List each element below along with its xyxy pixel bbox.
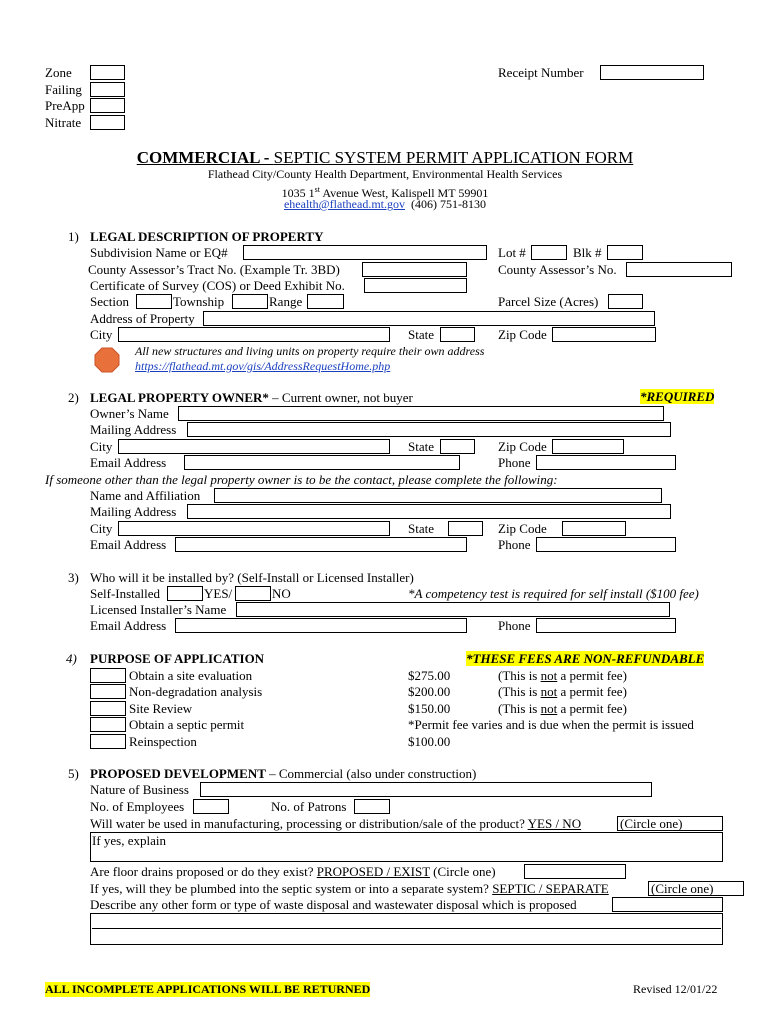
purpose-checkbox[interactable] bbox=[90, 701, 126, 716]
plumbed-options[interactable]: SEPTIC / SEPARATE bbox=[492, 881, 609, 896]
blk-label: Blk # bbox=[573, 245, 602, 260]
yes-label: YES/ bbox=[204, 586, 233, 601]
failing-field[interactable] bbox=[90, 82, 125, 97]
owner-email-label: Email Address bbox=[90, 455, 167, 470]
owner-name-field[interactable] bbox=[178, 406, 664, 421]
s1-number: 1) bbox=[68, 229, 79, 244]
drains-field[interactable] bbox=[524, 864, 626, 879]
s3-number: 3) bbox=[68, 570, 79, 585]
zone-label: Zone bbox=[45, 65, 72, 80]
contact-email-label: Email Address bbox=[90, 537, 167, 552]
nitrate-label: Nitrate bbox=[45, 115, 82, 130]
contact-note: If someone other than the legal property owner is to be the contact, please complete the following: bbox=[45, 472, 558, 487]
purpose-fee-note: (This is not a permit fee) bbox=[498, 668, 627, 683]
section-field[interactable] bbox=[136, 294, 172, 309]
purpose-label: Obtain a septic permit bbox=[129, 717, 245, 732]
department: Flathead City/County Health Department, Environmental Health Services bbox=[207, 167, 563, 181]
required-note: *REQUIRED bbox=[640, 389, 715, 404]
owner-phone-field[interactable] bbox=[536, 455, 676, 470]
purpose-label: Reinspection bbox=[129, 734, 197, 749]
zip-field[interactable] bbox=[552, 327, 656, 342]
s4-number: 4) bbox=[66, 651, 77, 666]
purpose-label: Non-degradation analysis bbox=[129, 684, 263, 699]
employees-label: No. of Employees bbox=[90, 799, 185, 814]
self-installed-label: Self-Installed bbox=[90, 586, 161, 601]
blk-field[interactable] bbox=[607, 245, 643, 260]
drains-options[interactable]: PROPOSED / EXIST bbox=[316, 864, 430, 879]
water-question: Will water be used in manufacturing, processing or distribution/sale of the product? YES / NO bbox=[90, 816, 582, 831]
contact-email-field[interactable] bbox=[175, 537, 467, 552]
range-label: Range bbox=[269, 294, 303, 309]
s3-heading: Who will it be installed by? (Self-Install or Licensed Installer) bbox=[90, 570, 414, 585]
revised-date: Revised 12/01/22 bbox=[633, 982, 718, 996]
contact-line: ehealth@flathead.mt.gov (406) 751-8130 bbox=[283, 197, 486, 211]
incomplete-warning: ALL INCOMPLETE APPLICATIONS WILL BE RETURNED bbox=[45, 982, 371, 996]
patrons-label: No. of Patrons bbox=[271, 799, 347, 814]
purpose-fee: $275.00 bbox=[408, 668, 451, 683]
installer-email-label: Email Address bbox=[90, 618, 167, 633]
subdivision-field[interactable] bbox=[243, 245, 487, 260]
city-label: City bbox=[90, 327, 113, 342]
contact-name-label: Name and Affiliation bbox=[90, 488, 201, 503]
contact-city-label: City bbox=[90, 521, 113, 536]
nature-label: Nature of Business bbox=[90, 782, 189, 797]
installer-name-label: Licensed Installer’s Name bbox=[90, 602, 227, 617]
preapp-label: PreApp bbox=[45, 98, 85, 113]
contact-zip-field[interactable] bbox=[562, 521, 626, 536]
purpose-fee: *Permit fee varies and is due when the permit is issued bbox=[408, 717, 694, 732]
drains-question: Are floor drains proposed or do they exist? PROPOSED / EXIST (Circle one) bbox=[90, 864, 496, 879]
receipt-field[interactable] bbox=[600, 65, 704, 80]
owner-city-field[interactable] bbox=[118, 439, 390, 454]
purpose-checkbox[interactable] bbox=[90, 717, 126, 732]
s1-heading: LEGAL DESCRIPTION OF PROPERTY bbox=[90, 229, 324, 244]
plumbed-question: If yes, will they be plumbed into the septic system or into a separate system? SEPTIC / SEPARATE bbox=[90, 881, 609, 896]
owner-city-label: City bbox=[90, 439, 113, 454]
installer-email-field[interactable] bbox=[175, 618, 467, 633]
describe-label: Describe any other form or type of waste disposal and wastewater disposal which is proposed bbox=[90, 897, 577, 912]
range-field[interactable] bbox=[307, 294, 344, 309]
patrons-field[interactable] bbox=[354, 799, 390, 814]
owner-name-label: Owner’s Name bbox=[90, 406, 169, 421]
fees-note: *THESE FEES ARE NON-REFUNDABLE bbox=[466, 651, 705, 666]
contact-city-field[interactable] bbox=[118, 521, 390, 536]
page-title: COMMERCIAL - SEPTIC SYSTEM PERMIT APPLICATION FORM bbox=[136, 148, 634, 167]
lot-label: Lot # bbox=[498, 245, 526, 260]
parcel-field[interactable] bbox=[608, 294, 643, 309]
purpose-fee-note: (This is not a permit fee) bbox=[498, 684, 627, 699]
contact-mailing-label: Mailing Address bbox=[90, 504, 177, 519]
cos-field[interactable] bbox=[364, 278, 467, 293]
email-link[interactable]: ehealth@flathead.mt.gov bbox=[283, 197, 405, 211]
purpose-checkbox[interactable] bbox=[90, 734, 126, 749]
plumbed-circle-label: (Circle one) bbox=[651, 881, 714, 896]
describe-divider bbox=[92, 928, 721, 929]
self-no-field[interactable] bbox=[235, 586, 271, 601]
owner-phone-label: Phone bbox=[498, 455, 531, 470]
property-address-field[interactable] bbox=[203, 311, 655, 326]
owner-state-label: State bbox=[408, 439, 434, 454]
installer-phone-label: Phone bbox=[498, 618, 531, 633]
township-label: Township bbox=[173, 294, 225, 309]
s5-number: 5) bbox=[68, 766, 79, 781]
stop-sign-icon bbox=[94, 347, 120, 373]
failing-label: Failing bbox=[45, 82, 82, 97]
water-circle-label: (Circle one) bbox=[620, 816, 683, 831]
assessor-field[interactable] bbox=[626, 262, 732, 277]
purpose-checkbox[interactable] bbox=[90, 668, 126, 683]
assessor-label: County Assessor’s No. bbox=[498, 262, 617, 277]
cos-label: Certificate of Survey (COS) or Deed Exhibit No. bbox=[90, 278, 345, 293]
address-note: All new structures and living units on property require their own address bbox=[135, 344, 485, 358]
subdivision-label: Subdivision Name or EQ# bbox=[90, 245, 228, 260]
owner-zip-field[interactable] bbox=[552, 439, 624, 454]
township-field[interactable] bbox=[232, 294, 268, 309]
contact-phone-field[interactable] bbox=[536, 537, 676, 552]
self-yes-field[interactable] bbox=[167, 586, 203, 601]
owner-state-field[interactable] bbox=[440, 439, 475, 454]
purpose-fee: $100.00 bbox=[408, 734, 451, 749]
preapp-field[interactable] bbox=[90, 98, 125, 113]
purpose-fee-note: (This is not a permit fee) bbox=[498, 701, 627, 716]
competency-note: *A competency test is required for self install ($100 fee) bbox=[408, 586, 699, 601]
purpose-fee: $150.00 bbox=[408, 701, 451, 716]
s4-heading: PURPOSE OF APPLICATION bbox=[90, 651, 265, 666]
s2-heading: LEGAL PROPERTY OWNER* – Current owner, not buyer bbox=[90, 390, 413, 405]
owner-email-field[interactable] bbox=[184, 455, 460, 470]
state-field[interactable] bbox=[440, 327, 475, 342]
s5-heading: PROPOSED DEVELOPMENT – Commercial (also under construction) bbox=[90, 766, 477, 781]
purpose-fee: $200.00 bbox=[408, 684, 451, 699]
describe-field[interactable] bbox=[90, 913, 723, 945]
parcel-label: Parcel Size (Acres) bbox=[498, 294, 599, 309]
property-address-label: Address of Property bbox=[90, 311, 195, 326]
explain-field[interactable] bbox=[90, 832, 723, 862]
contact-mailing-field[interactable] bbox=[187, 504, 671, 519]
contact-state-label: State bbox=[408, 521, 434, 536]
nature-field[interactable] bbox=[200, 782, 652, 797]
water-options[interactable]: YES / NO bbox=[527, 816, 582, 831]
contact-state-field[interactable] bbox=[448, 521, 483, 536]
section-label: Section bbox=[90, 294, 129, 309]
explain-label: If yes, explain bbox=[92, 833, 167, 848]
state-label: State bbox=[408, 327, 434, 342]
lot-field[interactable] bbox=[531, 245, 567, 260]
nitrate-field[interactable] bbox=[90, 115, 125, 130]
purpose-checkbox[interactable] bbox=[90, 684, 126, 699]
zip-label: Zip Code bbox=[498, 327, 547, 342]
address-request-link[interactable]: https://flathead.mt.gov/gis/AddressRequestHome.php bbox=[135, 359, 391, 373]
s2-number: 2) bbox=[68, 390, 79, 405]
purpose-label: Obtain a site evaluation bbox=[129, 668, 253, 683]
owner-mailing-field[interactable] bbox=[187, 422, 671, 437]
tract-field[interactable] bbox=[362, 262, 467, 277]
zone-field[interactable] bbox=[90, 65, 125, 80]
tract-label: County Assessor’s Tract No. (Example Tr. 3BD) bbox=[88, 262, 340, 277]
owner-zip-label: Zip Code bbox=[498, 439, 547, 454]
receipt-label: Receipt Number bbox=[498, 65, 584, 80]
describe-field-inline[interactable] bbox=[612, 897, 723, 912]
no-label: NO bbox=[272, 586, 291, 601]
contact-phone-label: Phone bbox=[498, 537, 531, 552]
city-field[interactable] bbox=[118, 327, 390, 342]
address: 1035 1st Avenue West, Kalispell MT 59901 bbox=[281, 185, 489, 200]
installer-phone-field[interactable] bbox=[536, 618, 676, 633]
owner-mailing-label: Mailing Address bbox=[90, 422, 177, 437]
purpose-label: Site Review bbox=[129, 701, 193, 716]
installer-name-field[interactable] bbox=[236, 602, 670, 617]
contact-name-field[interactable] bbox=[214, 488, 662, 503]
contact-zip-label: Zip Code bbox=[498, 521, 547, 536]
employees-field[interactable] bbox=[193, 799, 229, 814]
